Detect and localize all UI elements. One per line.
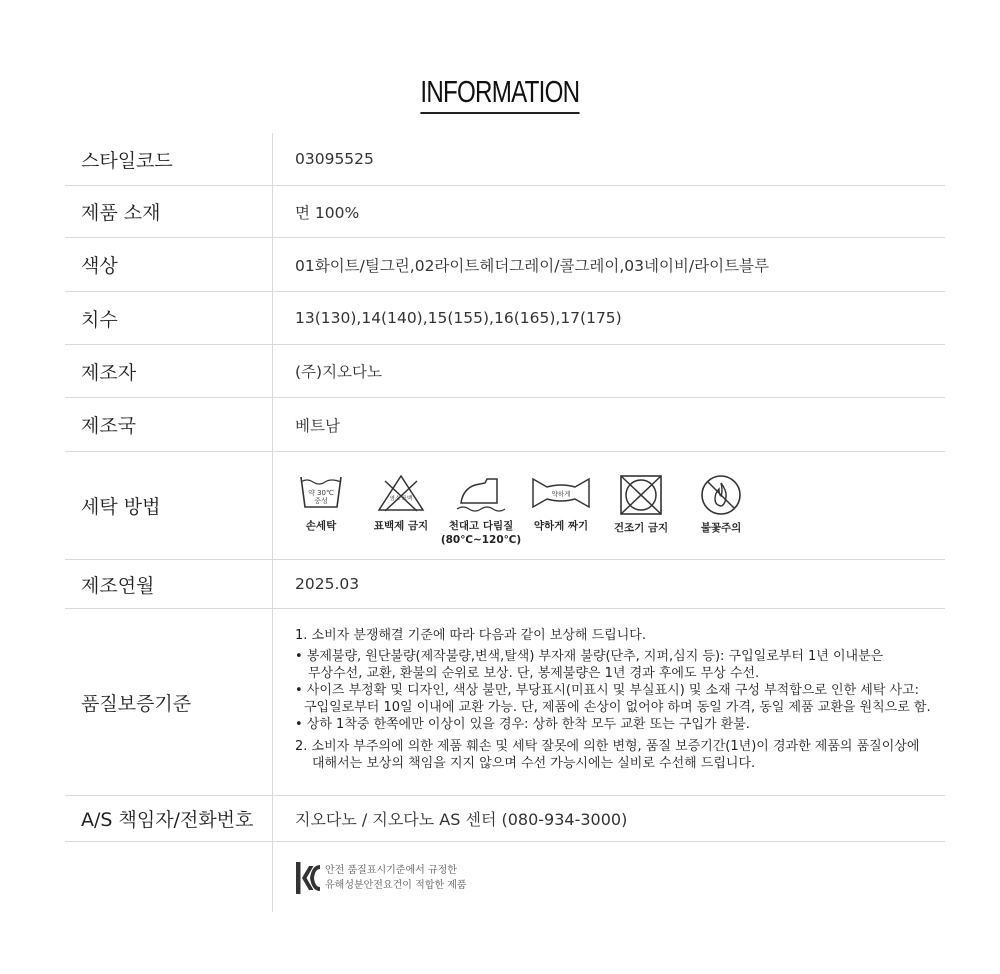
care-no-dry bbox=[601, 473, 681, 535]
care-caption-iron: 천대고 다림질 bbox=[448, 520, 514, 532]
row-date bbox=[65, 560, 945, 609]
quality-bullet-2b: 구입일로부터 10일 이내에 교환 가능. 단, 제품에 손상이 없어야 하며 동일 가격, 동일 제품 교환을 원칙으로 함. bbox=[304, 700, 931, 715]
quality-text bbox=[295, 627, 931, 772]
label-country: 제조국 bbox=[65, 398, 273, 451]
kc-mark bbox=[295, 860, 467, 896]
care-caption-iron-temp: (80℃~120℃) bbox=[440, 534, 522, 546]
quality-bullet-1b: 무상수선, 교환, 환불의 순위로 보상. 단, 봉제불량은 1년 경과 후에도 무상 수선. bbox=[308, 666, 760, 681]
row-maker bbox=[65, 345, 945, 398]
label-date: 제조연월 bbox=[65, 560, 273, 608]
kc-text bbox=[325, 863, 467, 893]
row-material bbox=[65, 186, 945, 238]
no-bleach-text-1: 염소 bbox=[389, 496, 401, 502]
fire-caution-icon bbox=[699, 473, 743, 517]
care-caption-hand-wash: 손세탁 bbox=[305, 520, 337, 532]
row-as bbox=[65, 796, 945, 842]
quality-item-2a: 2. 소비자 부주의에 의한 제품 훼손 및 세탁 잘못에 의한 변형, 품질 보증기간(1년)이 경과한 제품의 품질이상에 bbox=[295, 739, 920, 754]
care-no-bleach bbox=[361, 473, 441, 533]
label-wash: 세탁 방법 bbox=[65, 452, 273, 559]
title-wrap bbox=[0, 72, 1000, 114]
label-color: 색상 bbox=[65, 238, 273, 291]
label-size: 치수 bbox=[65, 292, 273, 344]
row-wash bbox=[65, 452, 945, 560]
care-hand-wash bbox=[281, 473, 361, 533]
care-caption-no-bleach: 표백제 금지 bbox=[373, 520, 429, 532]
wring-inner-text: 약하게 bbox=[551, 490, 571, 498]
row-size bbox=[65, 292, 945, 345]
quality-item-1: 1. 소비자 분쟁해결 기준에 따라 다음과 같이 보상해 드립니다. bbox=[295, 628, 646, 643]
label-maker: 제조자 bbox=[65, 345, 273, 397]
care-fire bbox=[681, 473, 761, 535]
page-title: INFORMATION bbox=[421, 72, 580, 114]
quality-item-2b: 대해서는 보상의 책임을 지지 않으며 수선 가능시에는 실비로 수선해 드립니다. bbox=[312, 756, 756, 771]
value-color: 01화이트/틸그린,02라이트헤더그레이/콜그레이,03네이비/라이트블루 bbox=[295, 256, 769, 275]
kc-text-line2: 유해성분안전요건이 적합한 제품 bbox=[325, 880, 467, 891]
no-bleach-icon bbox=[375, 473, 427, 513]
value-date: 2025.03 bbox=[295, 575, 360, 593]
kc-certification-icon bbox=[295, 860, 321, 896]
no-tumble-dry-icon bbox=[618, 473, 664, 517]
care-wring bbox=[521, 473, 601, 533]
quality-bullet-2a: • 사이즈 부정확 및 디자인, 색상 불만, 부당표시(미표시 및 부실표시) 및 소재 구성 부적합으로 인한 세탁 사고: bbox=[295, 683, 920, 698]
quality-bullet-3: • 상하 1착중 한쪽에만 이상이 있을 경우: 상하 한착 모두 교환 또는 구입가 환불. bbox=[295, 717, 750, 732]
row-style-code bbox=[65, 133, 945, 186]
value-wash bbox=[281, 452, 945, 559]
value-kc bbox=[295, 842, 945, 912]
kc-text-line1: 안전 품질표시기준에서 규정한 bbox=[325, 865, 457, 876]
label-as: A/S 책임자/전화번호 bbox=[65, 796, 273, 841]
value-country: 베트남 bbox=[295, 416, 340, 435]
iron-with-cloth-icon bbox=[455, 473, 507, 513]
care-caption-wring: 약하게 짜기 bbox=[533, 520, 589, 532]
no-bleach-text-2: 표백 bbox=[401, 496, 413, 502]
value-as: 지오다노 / 지오다노 AS 센터 (080-934-3000) bbox=[295, 810, 628, 829]
row-kc bbox=[65, 842, 945, 912]
care-icons bbox=[281, 473, 761, 547]
value-size: 13(130),14(140),15(155),16(165),17(175) bbox=[295, 309, 622, 327]
row-quality bbox=[65, 609, 945, 796]
value-quality bbox=[295, 609, 945, 795]
hand-wash-neutral-text: 중성 bbox=[314, 497, 328, 505]
label-style-code: 스타일코드 bbox=[65, 133, 273, 185]
value-style-code: 03095525 bbox=[295, 150, 374, 168]
gentle-wring-icon bbox=[531, 473, 591, 513]
row-country bbox=[65, 398, 945, 452]
label-material: 제품 소재 bbox=[65, 186, 273, 237]
care-caption-no-dry: 건조기 금지 bbox=[613, 522, 669, 534]
row-color bbox=[65, 238, 945, 292]
label-kc-empty bbox=[65, 842, 273, 912]
hand-wash-30c-icon bbox=[297, 473, 345, 513]
value-material: 면 100% bbox=[295, 203, 360, 222]
hand-wash-temp-text: 약 30℃ bbox=[308, 489, 334, 497]
value-maker: (주)지오다노 bbox=[295, 363, 382, 381]
label-quality: 품질보증기준 bbox=[65, 609, 273, 795]
quality-bullet-1a: • 봉제불량, 원단불량(제작불량,변색,탈색) 부자재 불량(단추, 지퍼,심지 등): 구입일로부터 1년 이내분은 bbox=[295, 649, 884, 664]
care-iron bbox=[441, 473, 521, 547]
care-caption-fire: 불꽃주의 bbox=[700, 522, 742, 534]
